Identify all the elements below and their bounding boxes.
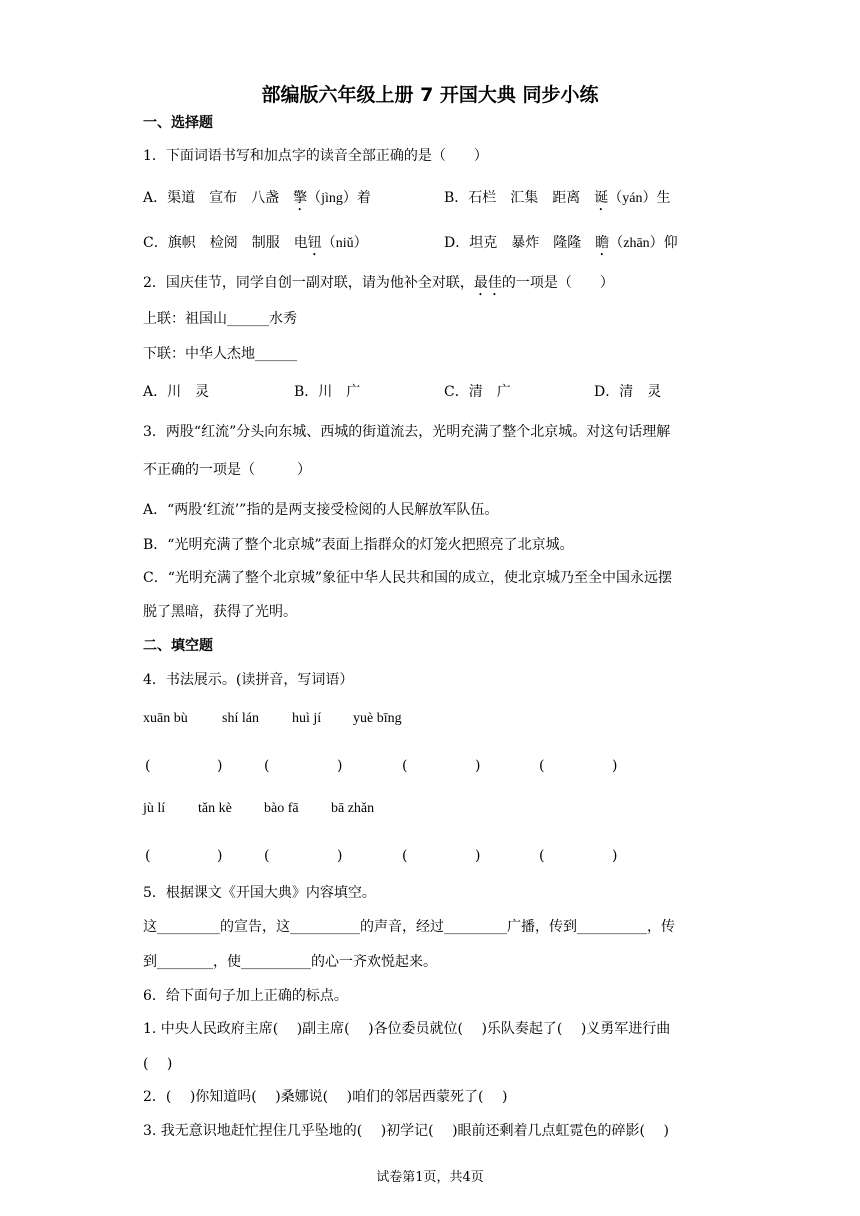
option-text: D．坦克 暴炸 隆隆 bbox=[444, 235, 596, 251]
stem-text: 2．国庆佳节，同学自创一副对联，请为他补全对联， bbox=[143, 275, 474, 291]
option-text: C．旗帜 检阅 制服 电 bbox=[143, 235, 308, 251]
page-footer: 试卷第1页，共4页 bbox=[376, 1170, 484, 1185]
question-1-stem: 1．下面词语书写和加点字的读音全部正确的是（ ） bbox=[143, 148, 488, 164]
option-pinyin: （zhān）仰 bbox=[609, 236, 678, 251]
pinyin-item: bā zhǎn bbox=[331, 801, 375, 816]
option-pinyin: （niǔ） bbox=[321, 236, 368, 251]
pinyin-item: jù lí bbox=[143, 801, 166, 816]
couplet-lower: 下联：中华人杰地______ bbox=[143, 346, 297, 362]
section-heading-choice: 一、选择题 bbox=[143, 115, 213, 131]
close-paren: ) bbox=[475, 848, 481, 864]
open-paren: ( bbox=[145, 758, 151, 774]
question-2-stem bbox=[143, 275, 614, 299]
dotted-word: 最佳 bbox=[473, 275, 502, 291]
stem-text: 的一项是（ ） bbox=[501, 275, 614, 291]
dotted-char: 瞻 bbox=[595, 235, 610, 251]
open-paren: ( bbox=[145, 848, 151, 864]
question-3-stem-line1: 3．两股“红流”分头向东城、西城的街道流去，光明充满了整个北京城。对这句话理解 bbox=[143, 424, 671, 440]
option-text: A．渠道 宣布 八盏 bbox=[143, 190, 294, 206]
couplet-upper: 上联：祖国山______水秀 bbox=[143, 311, 297, 327]
question-2-option-b: B．川 广 bbox=[294, 384, 361, 400]
pinyin-item: bào fā bbox=[264, 801, 299, 816]
page-title: 部编版六年级上册 7 开国大典 同步小练 bbox=[261, 84, 599, 106]
close-paren: ) bbox=[337, 758, 343, 774]
question-6-sentence-3: 3. 我无意识地赶忙捏住几乎坠地的( )初学记( )眼前还剩着几点虹霓色的碎影( ) bbox=[143, 1123, 669, 1139]
question-3-option-c-line1: C．“光明充满了整个北京城”象征中华人民共和国的成立，使北京城乃至全中国永远摆 bbox=[143, 570, 673, 586]
pinyin-item: tǎn kè bbox=[198, 801, 232, 816]
open-paren: ( bbox=[264, 758, 270, 774]
open-paren: ( bbox=[402, 758, 408, 774]
pinyin-item: xuān bù bbox=[143, 711, 188, 726]
question-5-stem: 5．根据课文《开国大典》内容填空。 bbox=[143, 885, 376, 901]
dotted-char: 钮 bbox=[307, 235, 322, 251]
option-text: B．石栏 汇集 距离 bbox=[444, 190, 595, 206]
dotted-char: 擎 bbox=[293, 190, 308, 206]
question-3-option-c-line2: 脱了黑暗，获得了光明。 bbox=[143, 604, 297, 620]
question-6-sentence-1: 1. 中央人民政府主席( )副主席( )各位委员就位( )乐队奏起了( )义勇军进行曲 bbox=[143, 1021, 671, 1037]
close-paren: ) bbox=[612, 848, 618, 864]
option-pinyin: （yán）生 bbox=[608, 191, 671, 206]
question-6-sentence-2: 2．( )你知道吗( )桑娜说( )咱们的邻居西蒙死了( ) bbox=[143, 1089, 508, 1105]
open-paren: ( bbox=[539, 848, 545, 864]
open-paren: ( bbox=[264, 848, 270, 864]
question-5-line2: 到________，使__________的心一齐欢悦起来。 bbox=[143, 954, 437, 970]
close-paren: ) bbox=[475, 758, 481, 774]
question-2-option-c: C．清 广 bbox=[444, 384, 511, 400]
open-paren: ( bbox=[539, 758, 545, 774]
question-6-sentence-1-cont: ( ) bbox=[143, 1056, 173, 1072]
section-heading-fill: 二、填空题 bbox=[143, 638, 213, 654]
question-3-stem-line2: 不正确的一项是（ ） bbox=[143, 462, 311, 478]
pinyin-item: huì jí bbox=[292, 711, 322, 726]
answer-blanks-row-1 bbox=[0, 758, 860, 778]
question-6-stem: 6．给下面句子加上正确的标点。 bbox=[143, 988, 348, 1004]
question-4-stem: 4．书法展示。(读拼音，写词语） bbox=[143, 672, 354, 688]
close-paren: ) bbox=[337, 848, 343, 864]
close-paren: ) bbox=[612, 758, 618, 774]
close-paren: ) bbox=[217, 848, 223, 864]
answer-blanks-row-2 bbox=[0, 848, 860, 868]
question-1-option-b bbox=[444, 190, 671, 214]
question-1-option-d bbox=[444, 235, 678, 259]
question-3-option-b: B．“光明充满了整个北京城”表面上指群众的灯笼火把照亮了北京城。 bbox=[143, 537, 574, 553]
dotted-char: 诞 bbox=[594, 190, 609, 206]
question-2-option-a: A．川 灵 bbox=[143, 384, 210, 400]
question-1-option-c bbox=[143, 235, 368, 259]
option-pinyin: （jìng）着 bbox=[307, 191, 371, 206]
open-paren: ( bbox=[402, 848, 408, 864]
question-1-option-a bbox=[143, 190, 371, 214]
pinyin-item: yuè bīng bbox=[353, 711, 402, 726]
close-paren: ) bbox=[217, 758, 223, 774]
question-5-line1: 这_________的宣告，这__________的声音，经过_________广播，传到__________，传 bbox=[143, 919, 675, 935]
question-2-option-d: D．清 灵 bbox=[594, 384, 662, 400]
pinyin-item: shí lán bbox=[222, 711, 259, 726]
question-3-option-a: A．“两股‘红流’”指的是两支接受检阅的人民解放军队伍。 bbox=[143, 502, 499, 518]
